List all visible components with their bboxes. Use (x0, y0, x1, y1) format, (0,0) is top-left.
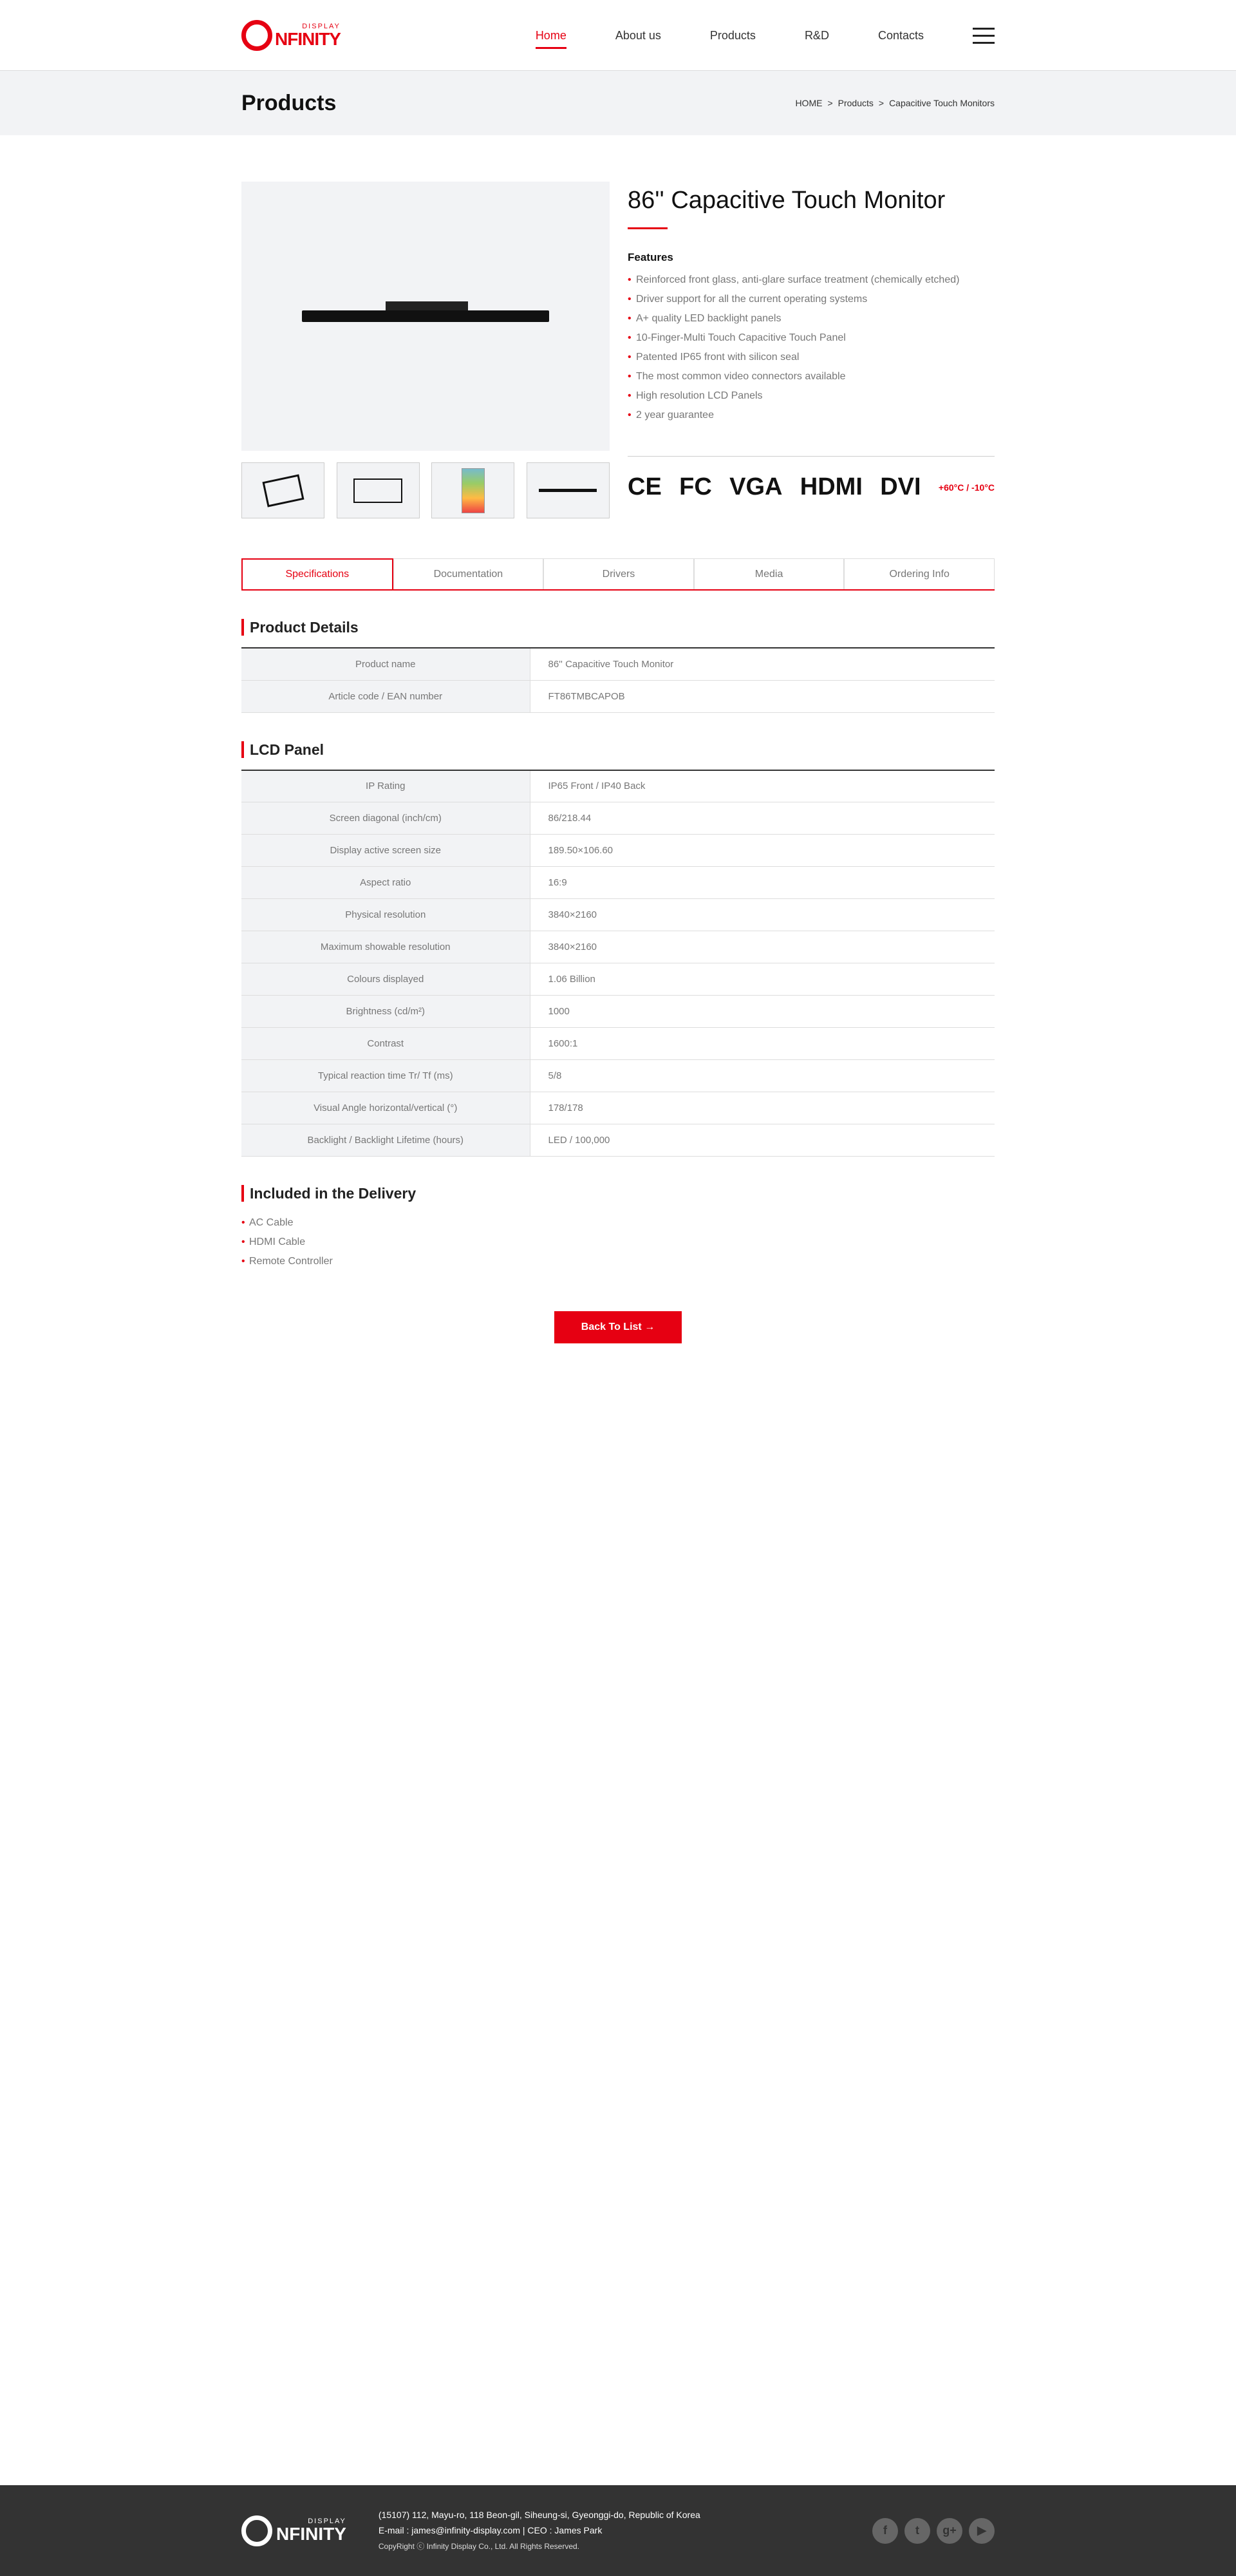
section-delivery (241, 1185, 995, 1271)
table-row: Maximum showable resolution 3840×2160 (241, 931, 995, 963)
tab-media[interactable]: Media (694, 558, 845, 589)
youtube-icon[interactable]: ▶ (969, 2518, 995, 2544)
feature-item: • 10-Finger-Multi Touch Capacitive Touch Panel (628, 328, 995, 348)
site-header (0, 0, 1236, 71)
logo-mark (241, 20, 272, 51)
thumbnail-3[interactable] (431, 462, 514, 518)
table-row: Contrast 1600:1 (241, 1028, 995, 1060)
footer-info (379, 2507, 700, 2554)
tab-drivers[interactable]: Drivers (543, 558, 694, 589)
temperature-icon: +60°C / -10°C (938, 482, 995, 493)
address: (15107) 112, Mayu-ro, 118 Beon-gil, Siheung-si, Gyeonggi-do, Republic of Korea (378, 2510, 700, 2520)
list-item: • Remote Controller (241, 1252, 995, 1271)
nav-contacts[interactable]: Contacts (877, 28, 924, 42)
list-item: • HDMI Cable (241, 1233, 995, 1252)
product-summary (241, 182, 995, 518)
delivery-list (241, 1213, 995, 1271)
nav-products[interactable]: Products (709, 28, 756, 42)
nav-rd[interactable]: R&D (804, 28, 829, 42)
copyright: CopyRight ⓒ Infinity Display Co., Ltd. All Rights Reserved. (378, 2542, 580, 2551)
fcc-icon: FC (679, 473, 712, 500)
table-row: Article code / EAN number FT86TMBCAPOB (241, 680, 995, 712)
monitor-image (302, 310, 549, 322)
feature-item: • Driver support for all the current operating systems (628, 290, 995, 309)
gallery (241, 182, 610, 518)
google-plus-icon[interactable]: g+ (937, 2518, 962, 2544)
vga-icon: VGA (729, 473, 783, 500)
logo-main: NFINITY (275, 28, 341, 49)
dvi-icon: DVI (880, 473, 921, 500)
tab-documentation[interactable]: Documentation (393, 558, 544, 589)
spec-tabs (241, 558, 995, 591)
breadcrumb: HOME > Products > Capacitive Touch Monitors (795, 98, 995, 108)
feature-item: • Patented IP65 front with silicon seal (628, 348, 995, 367)
logo-top: DISPLAY (302, 22, 341, 30)
thumbnail-4[interactable] (527, 462, 610, 518)
section-lcd-panel (241, 741, 995, 1157)
list-item: • AC Cable (241, 1213, 995, 1233)
social-links (872, 2518, 995, 2544)
crumb-products[interactable]: Products (838, 98, 874, 108)
logo-mark (241, 2515, 272, 2546)
thumbnail-1[interactable] (241, 462, 324, 518)
crumb-home[interactable]: HOME (795, 98, 823, 108)
footer-logo[interactable]: DISPLAY NFINITY (241, 2515, 346, 2546)
divider (628, 227, 668, 229)
table-row: Colours displayed 1.06 Billion (241, 963, 995, 996)
contact: E-mail : james@infinity-display.com | CEO : James Park (378, 2525, 603, 2535)
nav-about[interactable]: About us (615, 28, 661, 42)
table-row: Backlight / Backlight Lifetime (hours) LED / 100,000 (241, 1124, 995, 1157)
facebook-icon[interactable]: f (872, 2518, 898, 2544)
thumbnail-2[interactable] (337, 462, 420, 518)
section-title: Included in the Delivery (241, 1185, 995, 1202)
certifications (628, 456, 995, 501)
product-title: 86'' Capacitive Touch Monitor (628, 187, 946, 214)
thumbnails (241, 462, 610, 518)
features-list (628, 270, 995, 425)
tab-specifications[interactable]: Specifications (241, 558, 393, 589)
tab-ordering-info[interactable]: Ordering Info (844, 558, 995, 589)
table-row: Visual Angle horizontal/vertical (°) 178/178 (241, 1092, 995, 1124)
feature-item: • Reinforced front glass, anti-glare surface treatment (chemically etched) (628, 270, 995, 290)
table-row: Aspect ratio 16:9 (241, 867, 995, 899)
feature-item: • A+ quality LED backlight panels (628, 309, 995, 328)
ce-icon: CE (628, 473, 662, 500)
table-row: Product name 86'' Capacitive Touch Monitor (241, 648, 995, 680)
spec-table (241, 647, 995, 713)
logo[interactable] (241, 20, 341, 51)
table-row: Typical reaction time Tr/ Tf (ms) 5/8 (241, 1060, 995, 1092)
main-nav (536, 23, 995, 49)
site-footer (0, 2485, 1236, 2576)
table-row: Display active screen size 189.50×106.60 (241, 835, 995, 867)
page-header (0, 71, 1236, 135)
twitter-icon[interactable]: t (904, 2518, 930, 2544)
section-product-details (241, 619, 995, 713)
main-image (241, 182, 610, 451)
table-row: Screen diagonal (inch/cm) 86/218.44 (241, 802, 995, 835)
back-to-list-button[interactable]: Back To List → (554, 1311, 682, 1343)
spec-table (241, 770, 995, 1157)
feature-item: • 2 year guarantee (628, 406, 995, 425)
crumb-current[interactable]: Capacitive Touch Monitors (889, 98, 995, 108)
product-info (628, 182, 995, 518)
nav-home[interactable]: Home (536, 23, 566, 49)
section-title: Product Details (241, 619, 995, 636)
menu-icon[interactable] (973, 28, 995, 44)
feature-item: • High resolution LCD Panels (628, 386, 995, 406)
table-row: IP Rating IP65 Front / IP40 Back (241, 770, 995, 802)
features-title: Features (628, 251, 673, 263)
feature-item: • The most common video connectors available (628, 367, 995, 386)
table-row: Physical resolution 3840×2160 (241, 899, 995, 931)
section-title: LCD Panel (241, 741, 995, 758)
hdmi-icon: HDMI (800, 473, 863, 500)
page-title: Products (241, 90, 337, 115)
table-row: Brightness (cd/m²) 1000 (241, 996, 995, 1028)
